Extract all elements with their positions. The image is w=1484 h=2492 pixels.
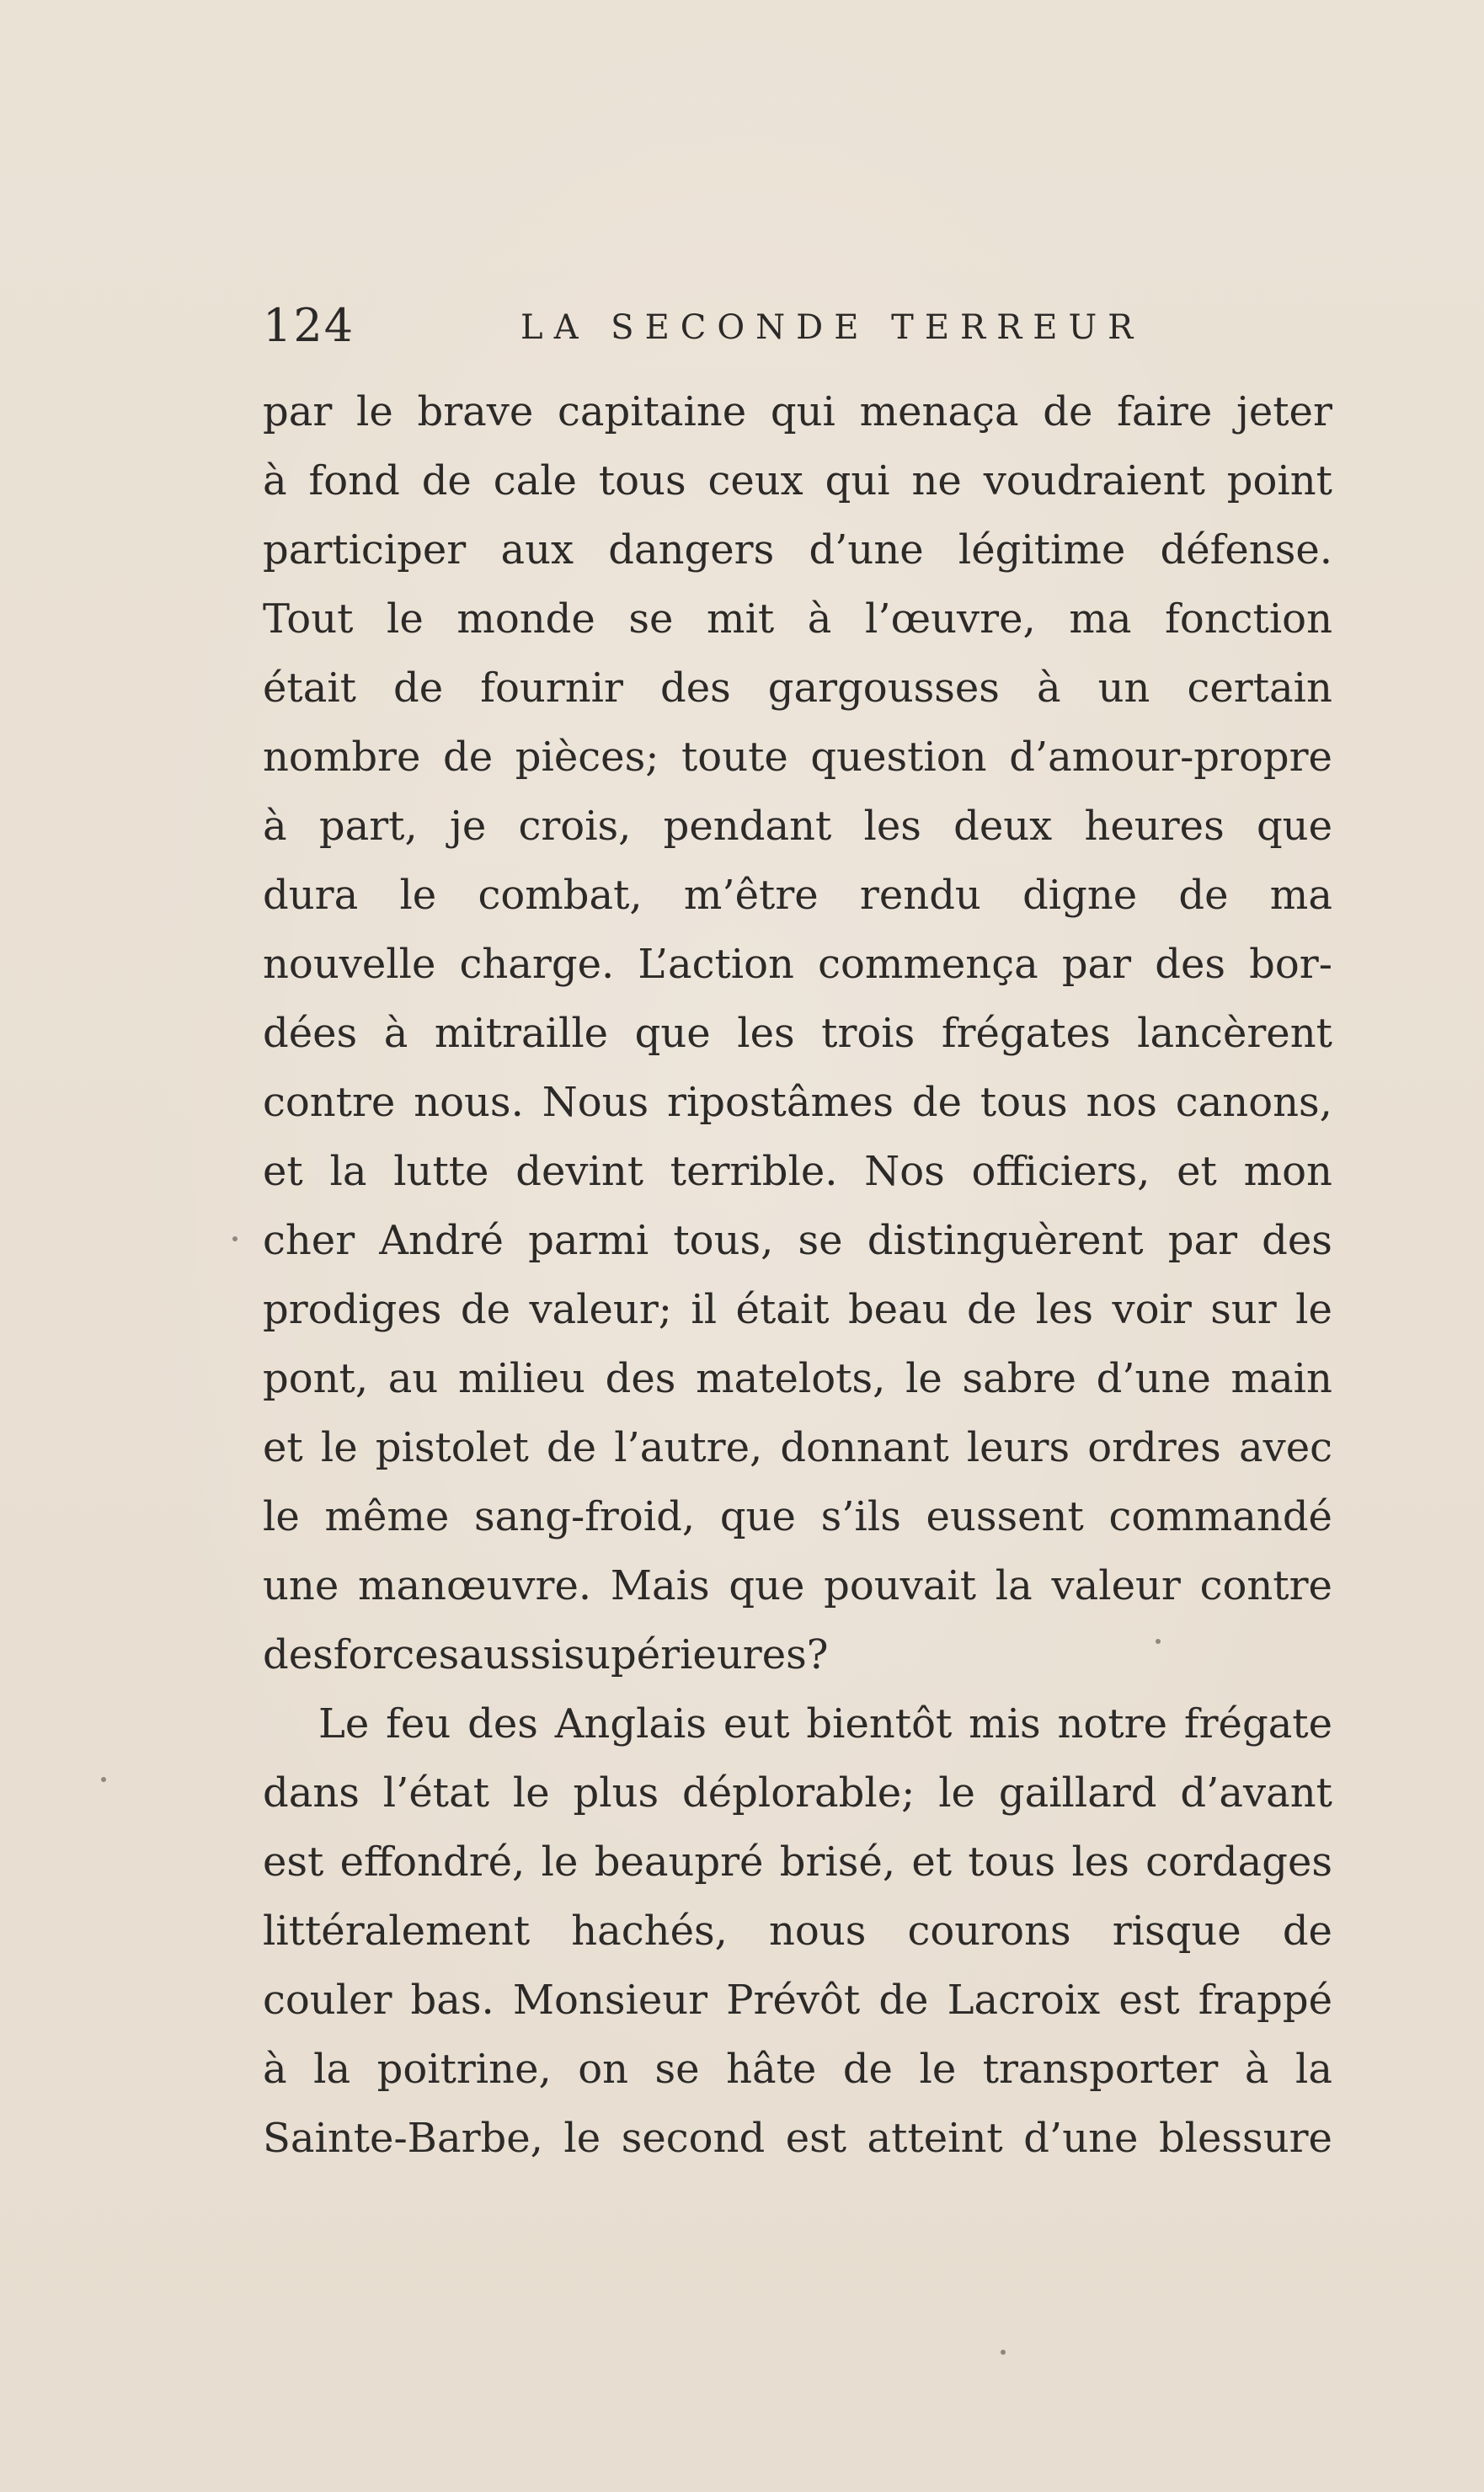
word: tous, (673, 1217, 774, 1264)
word: au (387, 1355, 439, 1402)
word: qui (770, 388, 835, 435)
text-line (263, 446, 1332, 515)
text-line (263, 584, 1332, 654)
text-line (263, 1137, 1332, 1206)
word: couler (263, 1977, 392, 2024)
word: Nous (542, 1079, 649, 1126)
text-line (263, 1966, 1332, 2035)
word: bor- (1249, 941, 1332, 988)
word: dangers (608, 526, 775, 574)
word: monde (456, 595, 595, 643)
text-line (263, 1828, 1332, 1897)
word: participer (263, 526, 467, 574)
word: l’état (382, 1769, 489, 1817)
word: deux (953, 803, 1053, 850)
word: d’une (809, 526, 924, 574)
text-line (263, 930, 1332, 999)
word: pouvait (824, 1562, 977, 1609)
word: nous (769, 1908, 867, 1955)
word: nous. (414, 1079, 524, 1126)
word: de (1043, 388, 1093, 435)
word: défense. (1160, 526, 1332, 574)
word: jeter (1236, 388, 1332, 435)
running-title: LA SECONDE TERREUR (520, 308, 1145, 347)
word: la (313, 2046, 351, 2093)
word: la (995, 1562, 1033, 1609)
word: feu (386, 1700, 451, 1748)
word: gargousses (767, 664, 1000, 712)
word: de (546, 1424, 597, 1471)
text-line (263, 1482, 1332, 1551)
word: ma (1069, 595, 1132, 643)
word: supérieures? (563, 1631, 829, 1678)
word: sang-froid, (474, 1493, 696, 1540)
word: à (263, 457, 287, 504)
word: poitrine, (376, 2046, 552, 2093)
word: est (785, 2115, 847, 2162)
word: matelots, (696, 1355, 886, 1402)
word: de (911, 1079, 963, 1126)
text-line (263, 2035, 1332, 2104)
word: ripostâmes (667, 1079, 894, 1126)
word: notre (1057, 1700, 1167, 1748)
word: la (1294, 2046, 1332, 2093)
word: terrible. (670, 1148, 838, 1195)
word: nos (1086, 1079, 1157, 1126)
word: m’être (683, 872, 819, 919)
word: Le (318, 1700, 370, 1748)
word: d’amour-propre (1009, 734, 1332, 781)
text-line (263, 1068, 1332, 1137)
word: faire (1117, 388, 1213, 435)
word: de (421, 457, 472, 504)
text-line (263, 861, 1332, 930)
word: main (1230, 1355, 1332, 1402)
word: contre (1199, 1562, 1332, 1609)
word: mit (707, 595, 775, 643)
word: le (919, 2046, 957, 2093)
word: manœuvre. (357, 1562, 592, 1609)
word: certain (1187, 664, 1332, 712)
word: la (329, 1148, 367, 1195)
word: trois (821, 1010, 915, 1057)
word: ma (1269, 872, 1332, 919)
word: et (263, 1148, 303, 1195)
word: milieu (458, 1355, 585, 1402)
word: et (1177, 1148, 1217, 1195)
text-line (263, 1275, 1332, 1344)
word: de (1178, 872, 1229, 919)
word: de (1282, 1908, 1332, 1955)
word: par (1061, 941, 1132, 988)
word: les (863, 803, 921, 850)
word: le (356, 388, 393, 435)
word: déplorable; (682, 1769, 915, 1817)
word: d’une (1096, 1355, 1211, 1402)
word: littéralement (263, 1908, 531, 1955)
word: gaillard (998, 1769, 1157, 1817)
word: avec (1238, 1424, 1332, 1471)
word: Tout (263, 595, 354, 643)
word: parmi (528, 1217, 649, 1264)
word: qui (825, 457, 890, 504)
word: part, (318, 803, 418, 850)
word: dans (263, 1769, 360, 1817)
word: le (512, 1769, 550, 1817)
word: le (263, 1493, 300, 1540)
word: que (634, 1010, 711, 1057)
word: Nos (864, 1148, 945, 1195)
text-line (263, 1897, 1332, 1966)
word: brisé, (779, 1838, 896, 1886)
word: devint (515, 1148, 644, 1195)
word: par (263, 388, 333, 435)
word: Prévôt (726, 1977, 861, 2024)
word: était (735, 1286, 830, 1333)
word: que (719, 1493, 796, 1540)
word: contre (263, 1079, 396, 1126)
word: est (1118, 1977, 1180, 2024)
word: le (905, 1355, 942, 1402)
text-line (263, 1620, 1332, 1689)
word: fond (308, 457, 400, 504)
word: est (263, 1838, 324, 1886)
word: le (1295, 1286, 1332, 1333)
word: était (263, 664, 356, 712)
word: à (1036, 664, 1061, 712)
word: mis (969, 1700, 1041, 1748)
word: dura (263, 872, 359, 919)
word: menaça (859, 388, 1019, 435)
word: donnant (780, 1424, 949, 1471)
word: Mais (610, 1562, 710, 1609)
word: des (659, 664, 731, 712)
word: dées (263, 1010, 358, 1057)
word: le (386, 595, 424, 643)
text-line (263, 2104, 1332, 2173)
word: valeur; (529, 1286, 672, 1333)
word: même (324, 1493, 450, 1540)
word: risque (1112, 1908, 1241, 1955)
paper-speck (1156, 1639, 1161, 1644)
word: cher (263, 1217, 355, 1264)
word: Monsieur (512, 1977, 708, 2024)
word: des (467, 1700, 538, 1748)
word: frégates (941, 1010, 1111, 1057)
word: officiers, (971, 1148, 1150, 1195)
word: bientôt (806, 1700, 953, 1748)
word: leurs (966, 1424, 1070, 1471)
word: lancèrent (1137, 1010, 1332, 1057)
word: de (393, 664, 444, 712)
word: pistolet (375, 1424, 529, 1471)
body-text (263, 377, 1332, 2173)
word: commandé (1108, 1493, 1332, 1540)
word: tous (598, 457, 686, 504)
text-line (263, 1206, 1332, 1275)
text-line (263, 1758, 1332, 1828)
word: lutte (393, 1148, 489, 1195)
word: hâte (726, 2046, 817, 2093)
word: et (263, 1424, 303, 1471)
word: digne (1022, 872, 1138, 919)
word: à (807, 595, 832, 643)
word: pendant (663, 803, 832, 850)
word: ceux (707, 457, 803, 504)
word: rendu (859, 872, 981, 919)
word: L’action (638, 941, 794, 988)
word: blessure (1158, 2115, 1332, 2162)
word: que (729, 1562, 805, 1609)
word: le (563, 2115, 601, 2162)
word: capitaine (558, 388, 747, 435)
word: mon (1243, 1148, 1332, 1195)
word: les (737, 1010, 795, 1057)
word: ne (911, 457, 962, 504)
word: toute (681, 734, 788, 781)
word: hachés, (571, 1908, 728, 1955)
word: nombre (263, 734, 421, 781)
word: cale (493, 457, 577, 504)
word: à (1244, 2046, 1269, 2093)
word: Anglais (554, 1700, 707, 1748)
word: atteint (867, 2115, 1003, 2162)
word: mitraille (434, 1010, 609, 1057)
word: aux (500, 526, 574, 574)
word: prodiges (263, 1286, 442, 1333)
word: tous (968, 1838, 1056, 1886)
word: le (541, 1838, 579, 1886)
word: et (911, 1838, 953, 1886)
word: se (798, 1217, 843, 1264)
paper-speck (232, 1236, 238, 1241)
word: charge. (459, 941, 615, 988)
word: eussent (926, 1493, 1084, 1540)
word: des (1155, 941, 1226, 988)
word: que (1256, 803, 1332, 850)
word: crois, (518, 803, 632, 850)
word: aussi (459, 1631, 564, 1678)
word: fonction (1165, 595, 1332, 643)
word: voir (1112, 1286, 1192, 1333)
word: je (449, 803, 487, 850)
word: eut (723, 1700, 790, 1748)
word: ordres (1087, 1424, 1221, 1471)
word: s’ils (820, 1493, 901, 1540)
word: second (621, 2115, 766, 2162)
word: un (1097, 664, 1150, 712)
word: se (654, 2046, 700, 2093)
word: heures (1084, 803, 1225, 850)
word: Sainte-Barbe, (263, 2115, 543, 2162)
text-line (263, 1413, 1332, 1482)
text-line (263, 1689, 1332, 1758)
word: le (399, 872, 437, 919)
word: effondré, (339, 1838, 526, 1886)
word: voudraient (983, 457, 1205, 504)
word: distinguèrent (867, 1217, 1144, 1264)
word: une (263, 1562, 339, 1609)
word: frappé (1198, 1977, 1332, 2024)
word: pièces; (515, 734, 659, 781)
text-line (263, 999, 1332, 1068)
page-header (263, 296, 1164, 355)
word: canons, (1175, 1079, 1332, 1126)
text-line (263, 1551, 1332, 1620)
word: tous (980, 1079, 1068, 1126)
text-line (263, 723, 1332, 792)
word: le (938, 1769, 975, 1817)
word: fournir (480, 664, 623, 712)
word: sur (1210, 1286, 1277, 1333)
text-line (263, 515, 1332, 584)
word: de (878, 1977, 929, 2024)
word: des (605, 1355, 676, 1402)
word: se (628, 595, 674, 643)
word: de (460, 1286, 510, 1333)
word: des (263, 1631, 334, 1678)
word: il (691, 1286, 718, 1333)
word: d’avant (1180, 1769, 1332, 1817)
word: valeur (1051, 1562, 1181, 1609)
text-line (263, 1344, 1332, 1413)
word: l’autre, (614, 1424, 763, 1471)
word: le (320, 1424, 358, 1471)
word: légitime (958, 526, 1126, 574)
word: beau (847, 1286, 948, 1333)
word: beaupré (594, 1838, 764, 1886)
word: cordages (1145, 1838, 1332, 1886)
paper-speck (101, 1777, 106, 1782)
word: brave (417, 388, 534, 435)
word: pont, (263, 1355, 369, 1402)
word: à (263, 803, 287, 850)
page-number: 124 (263, 299, 355, 352)
word: des (1262, 1217, 1332, 1264)
word: de (443, 734, 494, 781)
word: de (967, 1286, 1017, 1333)
paper-speck (1001, 2350, 1006, 2355)
word: plus (573, 1769, 659, 1817)
word: combat, (478, 872, 643, 919)
word: commença (818, 941, 1038, 988)
word: à (383, 1010, 408, 1057)
text-line (263, 377, 1332, 446)
word: forces (333, 1631, 460, 1678)
word: frégate (1183, 1700, 1332, 1748)
word: l’œuvre, (865, 595, 1036, 643)
word: d’une (1023, 2115, 1139, 2162)
word: les (1071, 1838, 1129, 1886)
word: nouvelle (263, 941, 436, 988)
word: André (379, 1217, 504, 1264)
word: bas. (410, 1977, 494, 2024)
word: de (842, 2046, 893, 2093)
word: Lacroix (947, 1977, 1101, 2024)
word: à (263, 2046, 287, 2093)
word: point (1226, 457, 1332, 504)
word: par (1167, 1217, 1238, 1264)
word: on (578, 2046, 629, 2093)
word: les (1035, 1286, 1094, 1333)
word: transporter (982, 2046, 1219, 2093)
text-line (263, 654, 1332, 723)
text-line (263, 792, 1332, 861)
word: sabre (962, 1355, 1076, 1402)
word: question (810, 734, 987, 781)
word: courons (907, 1908, 1071, 1955)
